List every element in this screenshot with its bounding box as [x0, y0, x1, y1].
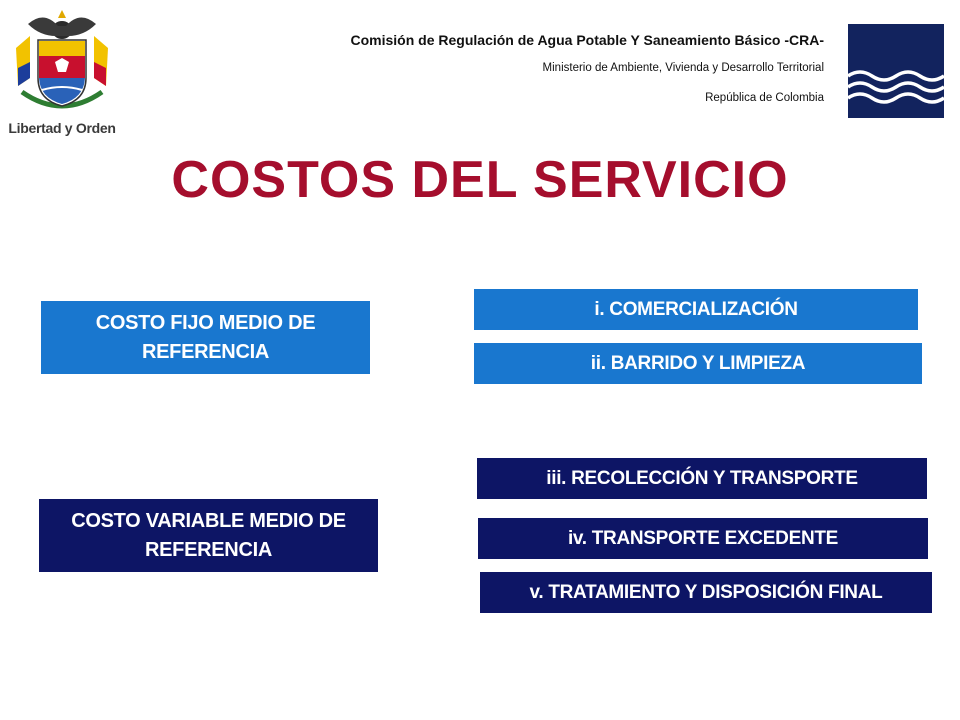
variable-cost-box	[39, 499, 378, 572]
variable-cost-label: COSTO VARIABLE MEDIO DE REFERENCIA	[71, 509, 346, 561]
item-transporte-excedente	[478, 518, 928, 559]
item-recoleccion-transporte	[477, 458, 927, 499]
item-label: i. COMERCIALIZACIÓN	[594, 298, 798, 320]
item-comercializacion	[474, 289, 918, 330]
fixed-cost-label: COSTO FIJO MEDIO DE REFERENCIA	[95, 311, 316, 363]
coat-of-arms-icon	[8, 8, 116, 120]
slide-title: COSTOS DEL SERVICIO	[171, 151, 789, 209]
header-organization-name: Comisión de Regulación de Agua Potable Y Saneamiento Básico -CRA-	[350, 32, 824, 48]
header-ministry-name: Ministerio de Ambiente, Vivienda y Desarrollo Territorial	[542, 62, 824, 74]
item-label: ii. BARRIDO Y LIMPIEZA	[590, 352, 806, 374]
item-tratamiento-disposicion	[480, 572, 932, 613]
item-barrido-limpieza	[474, 343, 922, 384]
water-waves-icon	[848, 24, 944, 118]
item-label: iv. TRANSPORTE EXCEDENTE	[567, 527, 839, 549]
item-label: v. TRATAMIENTO Y DISPOSICIÓN FINAL	[529, 581, 883, 603]
coat-of-arms-motto: Libertad y Orden	[8, 120, 116, 136]
item-label: iii. RECOLECCIÓN Y TRANSPORTE	[546, 467, 858, 489]
fixed-cost-box	[41, 301, 370, 374]
cra-logo	[848, 24, 944, 118]
coat-of-arms	[8, 8, 116, 138]
header-country-name: República de Colombia	[705, 92, 824, 104]
